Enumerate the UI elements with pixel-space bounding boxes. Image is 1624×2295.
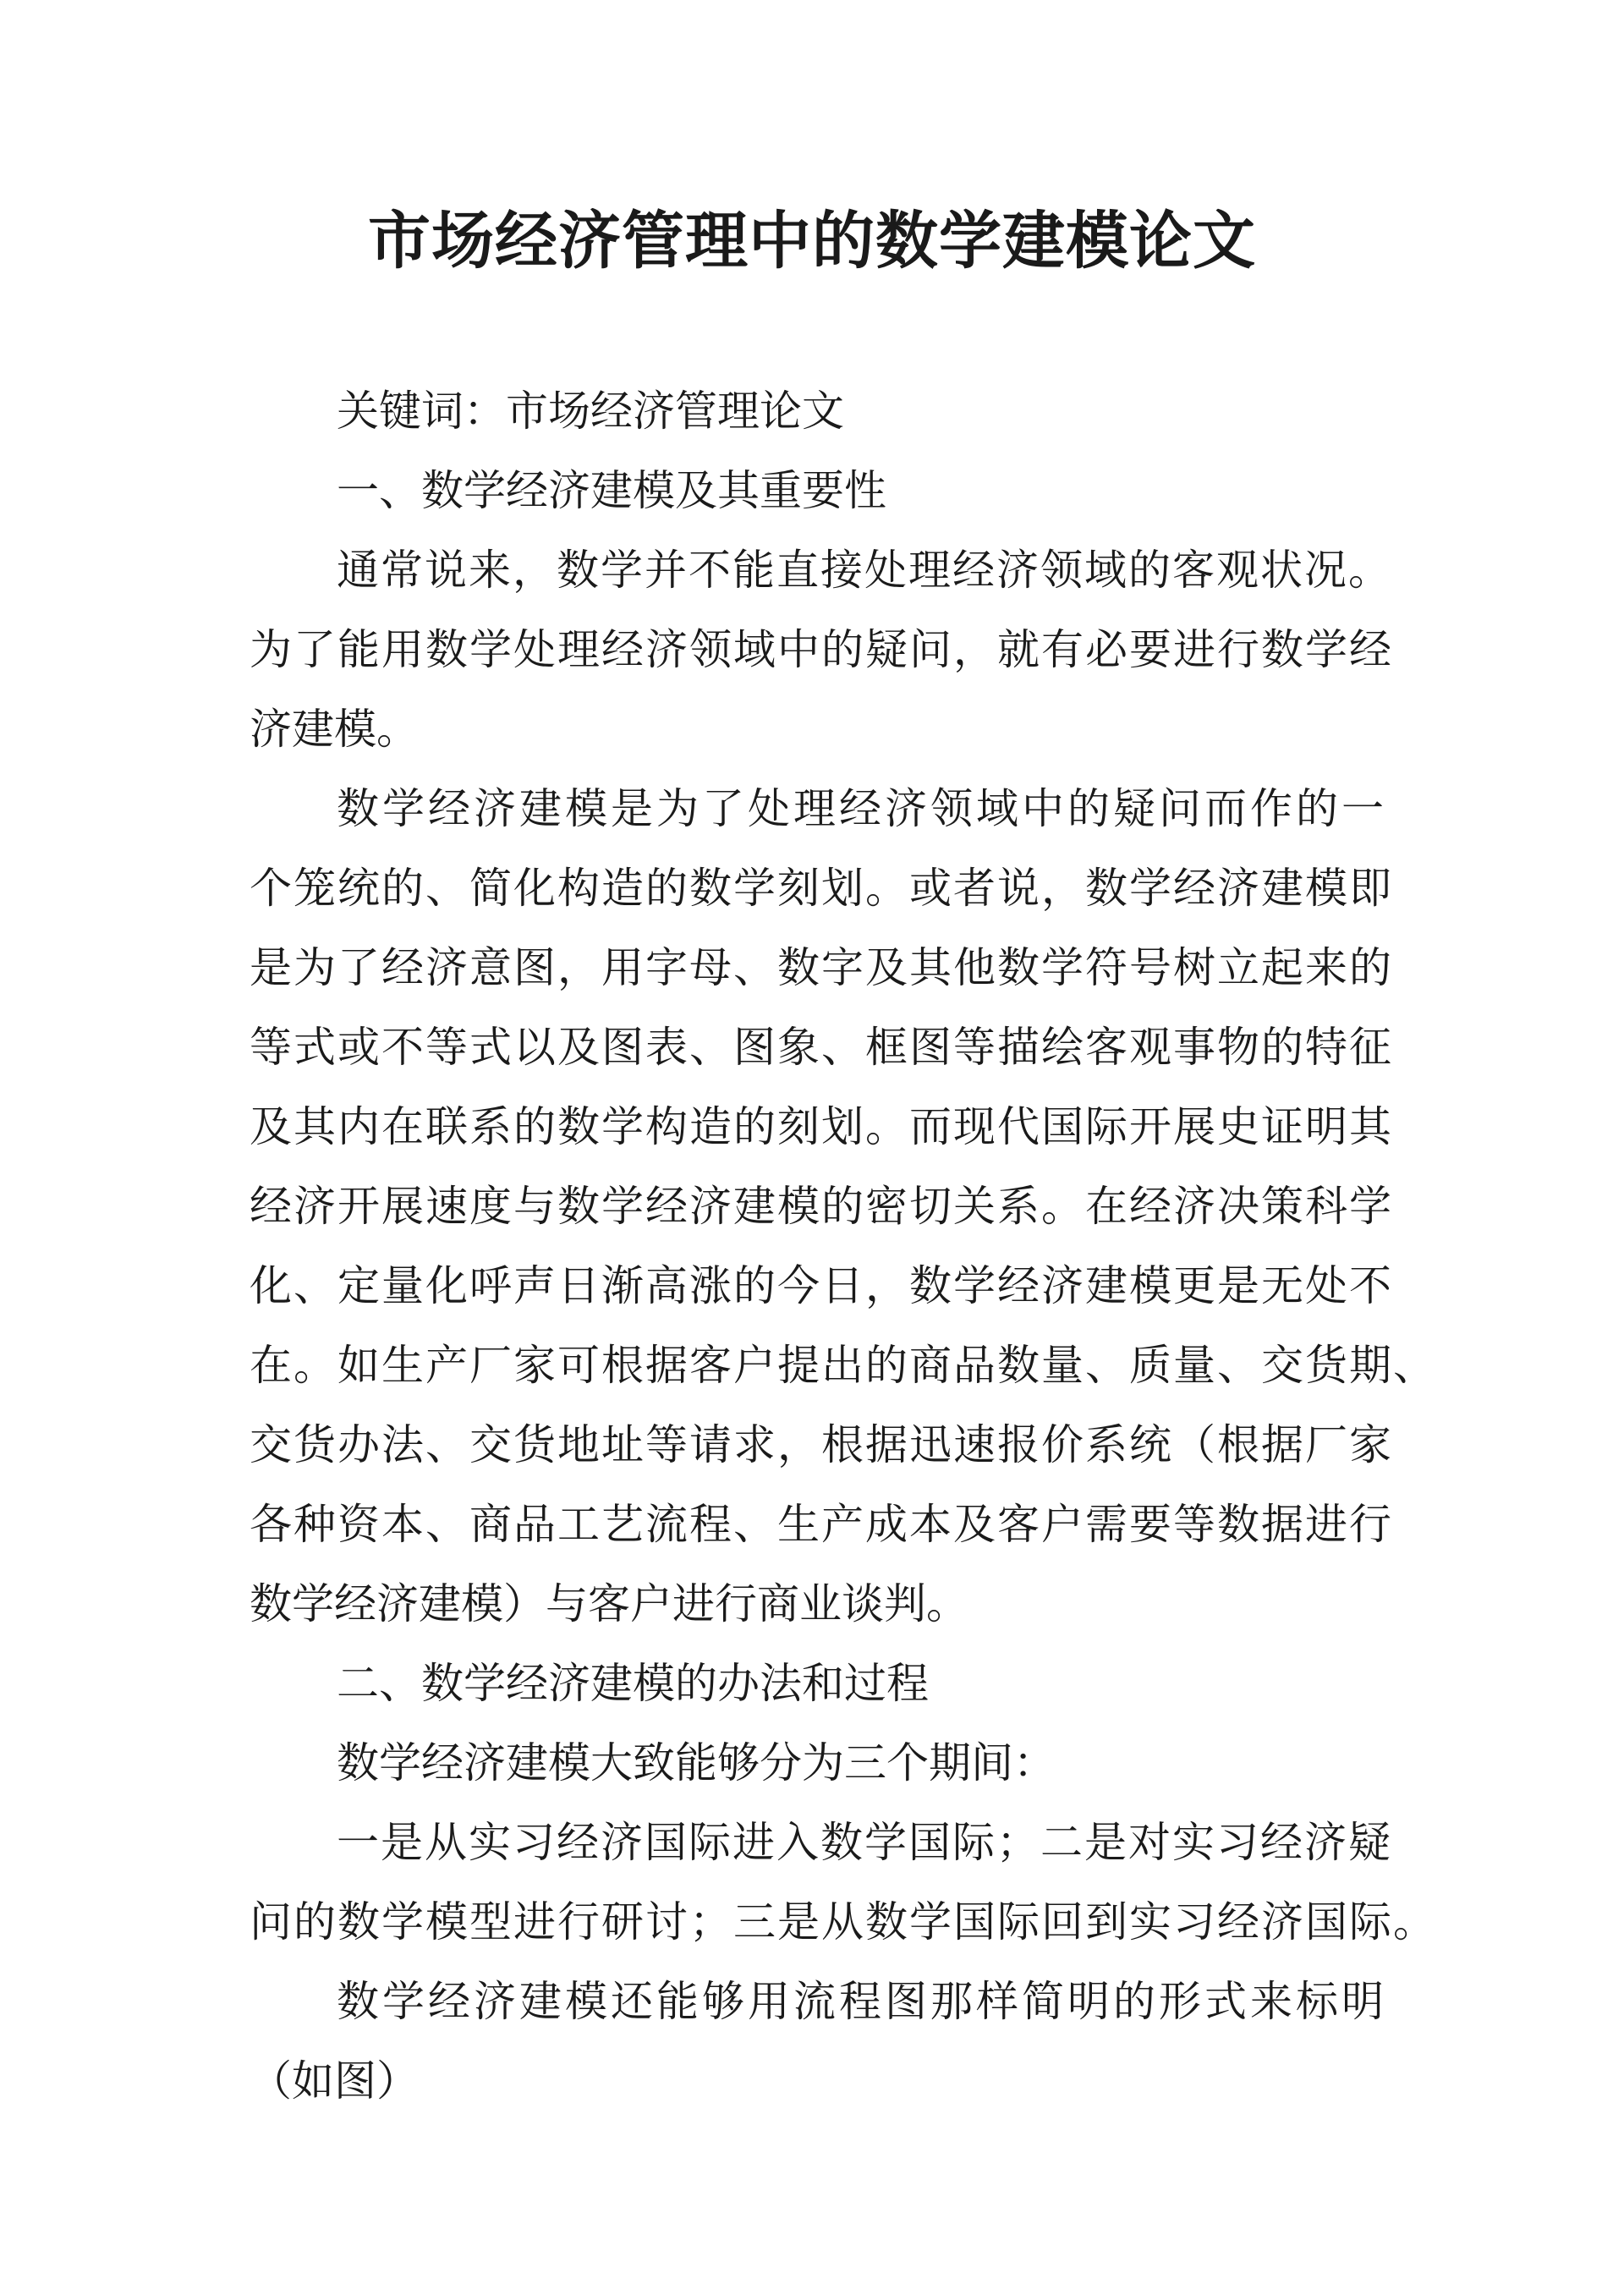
keywords-line: 关键词：市场经济管理论文 (337, 387, 844, 436)
paragraph-line: （如图） (250, 2056, 419, 2106)
paragraph-line: 化、定量化呼声日渐高涨的今日，数学经济建模更是无处不 (250, 1261, 1393, 1310)
paragraph-line: 数学经济建模是为了处理经济领域中的疑问而作的一 (337, 784, 1385, 833)
paragraph-line: 个笼统的、简化构造的数学刻划。或者说，数学经济建模即 (250, 864, 1393, 913)
paragraph-line: 通常说来，数学并不能直接处理经济领域的客观状况。 (337, 546, 1392, 595)
paragraph-line: 等式或不等式以及图表、图象、框图等描绘客观事物的特征 (250, 1023, 1393, 1072)
paragraph-line: 一是从实习经济国际进入数学国际；二是对实习经济疑 (337, 1818, 1392, 1867)
section-heading-2: 二、数学经济建模的办法和过程 (337, 1659, 929, 1708)
paragraph-line: 及其内在联系的数学构造的刻划。而现代国际开展史证明其 (250, 1102, 1393, 1151)
paragraph-line: 问的数学模型进行研讨；三是从数学国际回到实习经济国际。 (250, 1897, 1437, 1946)
paragraph-line: 数学经济建模大致能够分为三个期间： (337, 1738, 1056, 1787)
document-title: 市场经济管理中的数学建模论文 (368, 205, 1256, 277)
paragraph-line: 各种资本、商品工艺流程、生产成本及客户需要等数据进行 (250, 1500, 1393, 1549)
paragraph-line: 在。如生产厂家可根据客户提出的商品数量、质量、交货期、 (250, 1341, 1437, 1390)
paragraph-line: 为了能用数学处理经济领域中的疑问，就有必要进行数学经 (250, 625, 1393, 674)
paragraph-line: 数学经济建模）与客户进行商业谈判。 (250, 1579, 968, 1628)
paragraph-line: 交货办法、交货地址等请求，根据迅速报价系统（根据厂家 (250, 1420, 1393, 1469)
paragraph-line: 济建模。 (250, 705, 419, 754)
paragraph-line: 数学经济建模还能够用流程图那样简明的形式来标明 (337, 1977, 1385, 2026)
section-heading-1: 一、数学经济建模及其重要性 (337, 466, 886, 515)
paragraph-line: 是为了经济意图，用字母、数字及其他数学符号树立起来的 (250, 943, 1393, 992)
paragraph-line: 经济开展速度与数学经济建模的密切关系。在经济决策科学 (250, 1182, 1393, 1231)
